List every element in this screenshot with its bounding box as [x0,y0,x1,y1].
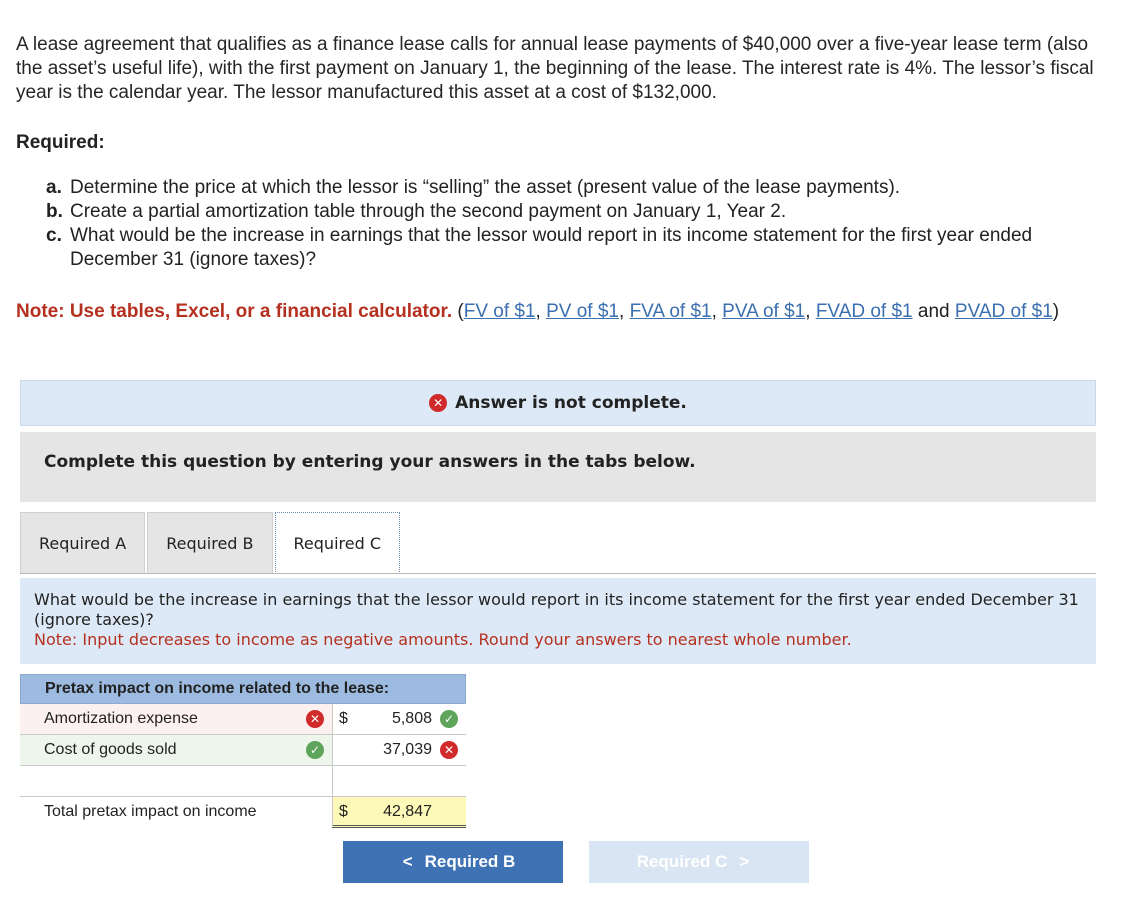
total-label: Total pretax impact on income [44,803,257,820]
row-label: Amortization expense [44,710,198,727]
required-list [46,176,1106,272]
incorrect-x-icon: ✕ [306,710,324,728]
correct-check-icon: ✓ [306,741,324,759]
amount-value[interactable]: 37,039 [383,741,432,758]
amount-value[interactable]: 5,808 [391,710,432,727]
question-text: What would be the increase in earnings that the lessor would report in its income statement for the first year ended December 31 (ignore taxes)? [34,590,1079,629]
amount-input-cell[interactable] [332,704,466,734]
table-row-empty [20,766,466,797]
link-fv-of-1[interactable]: FV of $1 [463,301,536,322]
required-letter: b. [46,201,63,222]
currency-symbol: $ [339,710,348,727]
tab-required-c[interactable]: Required C [275,512,400,574]
tab-bar [20,512,402,574]
separator: , [711,301,723,322]
amount-input-cell[interactable] [332,766,466,796]
link-pvad-of-1[interactable]: PVAD of $1 [954,301,1053,322]
question-note: Note: Input decreases to income as negative amounts. Round your answers to nearest whole number. [34,630,852,649]
row-label: Cost of goods sold [44,741,177,758]
open-paren: ( [457,301,464,322]
answer-status-banner [20,380,1096,426]
required-item-a [46,176,1106,200]
row-label-cell [20,735,332,765]
separator: , [805,301,816,322]
and-text: and [912,301,955,322]
table-header: Pretax impact on income related to the lease: [20,674,466,704]
amount-input-cell[interactable] [332,735,466,765]
table-row [20,704,466,735]
separator: , [535,301,547,322]
incorrect-x-icon: ✕ [440,741,458,759]
tab-divider [20,573,1096,574]
link-fva-of-1[interactable]: FVA of $1 [629,301,712,322]
separator: , [619,301,630,322]
required-text: Create a partial amortization table through the second payment on January 1, Year 2. [70,201,787,222]
instructions-box [20,432,1096,502]
correct-check-icon: ✓ [440,710,458,728]
row-label-cell [20,797,332,828]
pretax-impact-table [20,674,466,828]
next-required-c-button[interactable] [589,841,809,883]
chevron-left-icon: < [402,852,413,871]
link-pva-of-1[interactable]: PVA of $1 [722,301,806,322]
error-x-icon: ✕ [429,394,447,412]
next-button-label: Required C [636,852,728,871]
row-label-cell[interactable] [20,766,332,796]
chevron-right-icon: > [739,852,750,871]
tab-required-b[interactable]: Required B [147,512,272,574]
link-fvad-of-1[interactable]: FVAD of $1 [815,301,913,322]
note-prefix: Note: Use tables, Excel, or a financial calculator. [16,301,453,322]
table-row-total [20,797,466,828]
row-label-cell [20,704,332,734]
question-box [20,578,1096,664]
tables-note [16,300,1096,324]
prev-required-b-button[interactable] [343,841,563,883]
answer-status-text: Answer is not complete. [455,393,687,413]
total-value-cell [332,797,466,828]
problem-statement: A lease agreement that qualifies as a finance lease calls for annual lease payments of $40,000 over a five-year lease term (also the asset’s useful life), with the first payment on January 1, the beginning of the lease. The interest rate is 4%. The lessor’s fiscal year is the calendar year. The lessor manufactured this asset at a cost of $132,000. [16,34,1094,103]
table-row [20,735,466,766]
required-text: Determine the price at which the lessor is “selling” the asset (present value of the lease payments). [70,177,901,198]
required-item-b [46,200,1106,224]
total-value: 42,847 [383,803,432,820]
close-paren: ) [1052,301,1060,322]
currency-symbol: $ [339,803,348,820]
instructions-text: Complete this question by entering your answers in the tabs below. [44,452,696,472]
required-letter: c. [46,225,62,246]
required-text: What would be the increase in earnings that the lessor would report in its income statement for the first year ended December 31 (ignore taxes)? [70,225,1033,270]
link-pv-of-1[interactable]: PV of $1 [546,301,619,322]
prev-button-label: Required B [424,852,516,871]
required-item-c [46,224,1106,272]
tab-required-a[interactable]: Required A [20,512,145,574]
required-heading: Required: [16,132,105,153]
required-letter: a. [46,177,62,198]
